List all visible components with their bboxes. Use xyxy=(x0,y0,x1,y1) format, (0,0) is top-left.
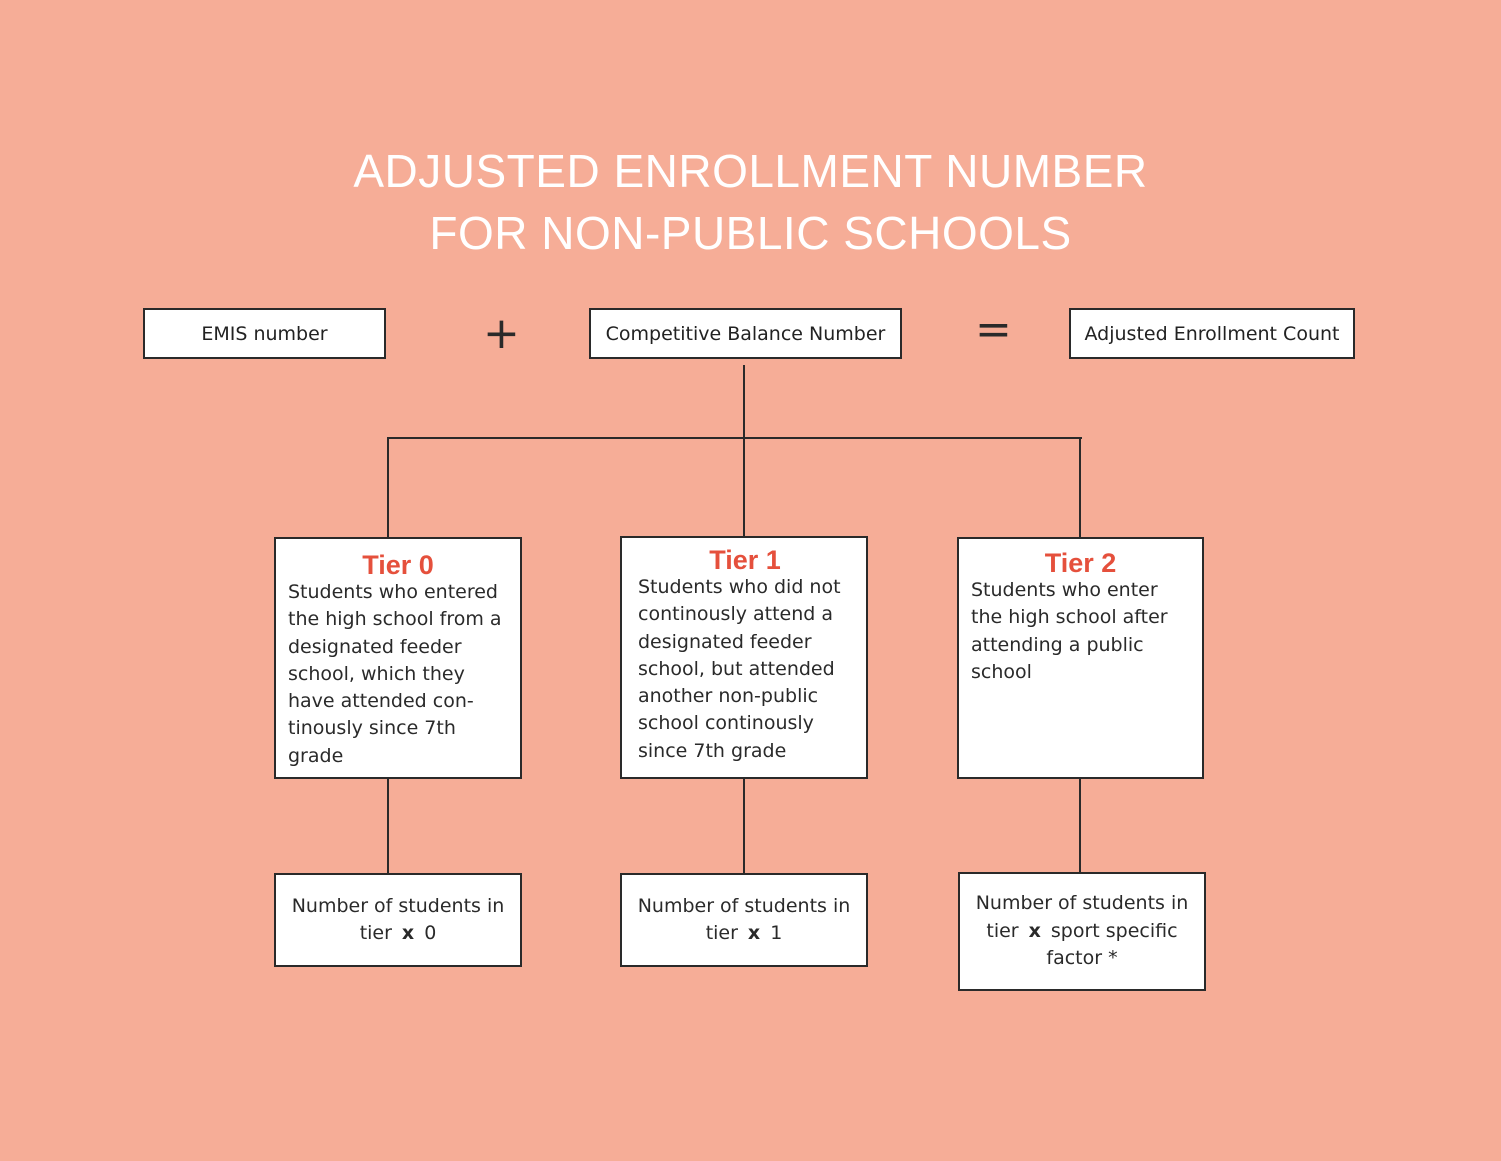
tier-1-description: Students who did not continously attend a designated feeder school, but attended another non-public school continously since 7th grade xyxy=(638,576,841,762)
multiply-sign: x xyxy=(401,922,415,944)
title-line-2: FOR NON-PUBLIC SCHOOLS xyxy=(429,207,1072,259)
tier-0-formula-box xyxy=(274,873,522,967)
tier-2-formula-box xyxy=(958,872,1206,991)
tier-2-formula-factor: sport specific xyxy=(1050,919,1178,942)
emis-number-box xyxy=(143,308,386,359)
tier-0-formula-prefix: tier xyxy=(359,922,392,944)
tier-0-description: Students who entered the high school from a designated feeder school, which they have attended con-tinously since 7th grade xyxy=(288,581,502,767)
connector-horizontal xyxy=(387,437,1082,439)
tier-2-label: Tier 2 xyxy=(1044,548,1117,578)
tier-0-formula-line1: Number of students in xyxy=(291,894,505,917)
equals-sign: = xyxy=(975,304,1012,355)
tier-1-formula-factor: 1 xyxy=(770,922,783,944)
tier-0-box xyxy=(274,537,522,779)
tier-1-label: Tier 1 xyxy=(709,545,781,575)
tier-1-formula-line2 xyxy=(638,920,851,948)
multiply-sign: x xyxy=(1028,919,1041,942)
connector-tier2-formula xyxy=(1079,778,1081,874)
connector-tier0 xyxy=(387,437,389,538)
diagram-title xyxy=(0,140,1501,264)
tier-1-formula-line1: Number of students in xyxy=(637,894,851,917)
tier-0-label: Tier 0 xyxy=(362,550,434,580)
plus-sign: + xyxy=(483,308,520,359)
competitive-balance-label: Competitive Balance Number xyxy=(605,322,886,345)
emis-number-label: EMIS number xyxy=(201,322,328,345)
connector-trunk xyxy=(743,365,745,538)
competitive-balance-box xyxy=(589,308,902,359)
title-line-1: ADJUSTED ENROLLMENT NUMBER xyxy=(353,145,1148,197)
tier-1-formula-prefix: tier xyxy=(705,922,738,944)
adjusted-enrollment-label: Adjusted Enrollment Count xyxy=(1084,322,1340,345)
tier-2-formula-prefix: tier xyxy=(986,919,1019,942)
tier-1-formula-box xyxy=(620,873,868,967)
adjusted-enrollment-box xyxy=(1069,308,1355,359)
connector-tier1-formula xyxy=(743,778,745,874)
multiply-sign: x xyxy=(747,922,761,944)
tier-2-box xyxy=(957,537,1204,779)
tier-1-box xyxy=(620,536,868,779)
tier-2-description: Students who enter the high school after attending a public school xyxy=(971,579,1168,683)
connector-tier0-formula xyxy=(387,778,389,874)
tier-0-formula-factor: 0 xyxy=(424,922,437,944)
tier-2-formula-line3: factor * xyxy=(1046,947,1118,970)
tier-0-formula-line2 xyxy=(292,920,505,948)
tier-2-formula-line1: Number of students in xyxy=(975,892,1189,915)
tier-2-formula-line2 xyxy=(976,918,1189,946)
connector-tier2 xyxy=(1079,437,1081,538)
